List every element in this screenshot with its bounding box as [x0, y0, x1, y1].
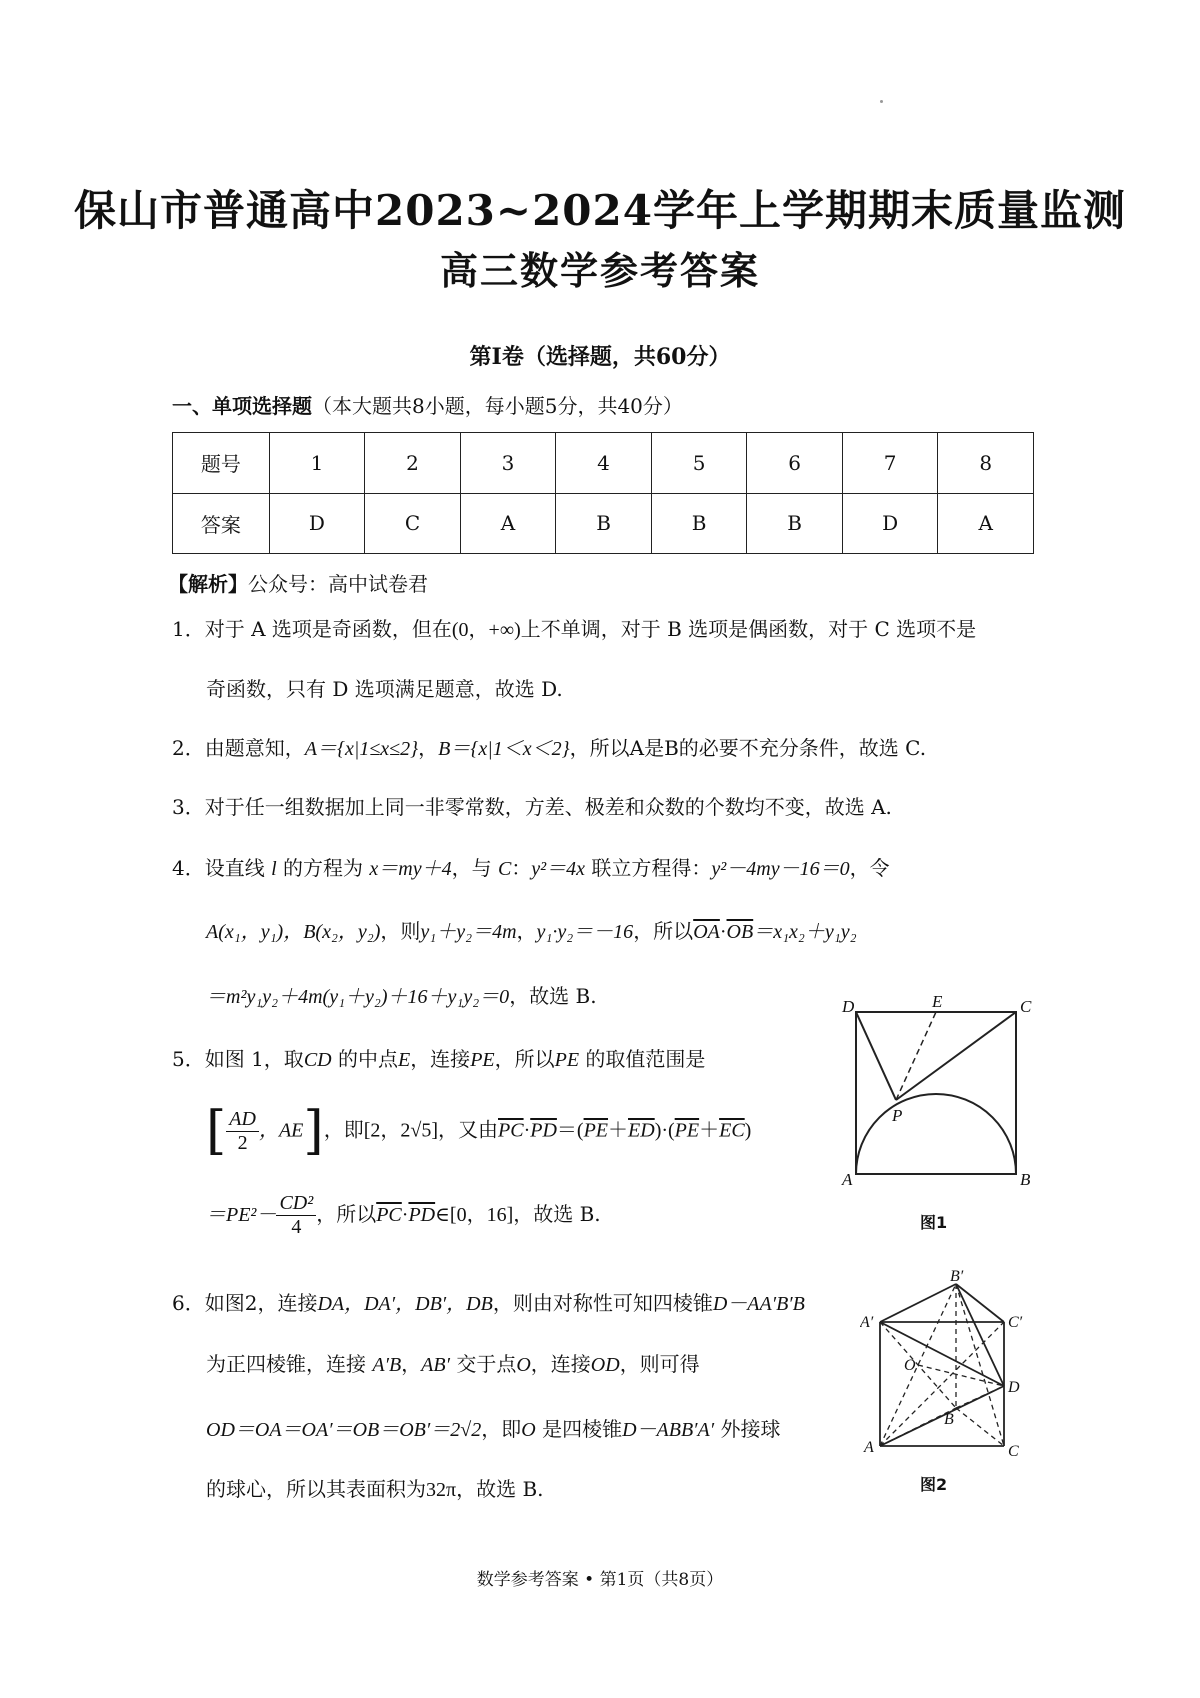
text: ，所以: [633, 919, 694, 943]
table-row: [173, 433, 1034, 494]
math: ＝(: [556, 1119, 584, 1142]
figure-2-label-b: B: [944, 1411, 954, 1428]
math: x＝my＋4: [369, 858, 452, 880]
table-cell: B: [556, 493, 652, 554]
figure-2-label-b1: B′: [950, 1270, 964, 1285]
text: 外接球: [720, 1417, 781, 1441]
table-cell: D: [842, 493, 938, 554]
figure-1-label-d: D: [842, 997, 855, 1016]
text: ，则由对称性可知四棱锥: [492, 1291, 713, 1315]
figure-1-label-b: B: [1020, 1170, 1031, 1189]
text: ，即: [481, 1417, 522, 1441]
table-cell: 3: [460, 433, 556, 494]
math: E: [397, 1049, 411, 1071]
vector-pe: $\overline{PE}$: [674, 1119, 700, 1142]
solution-1-line-1: [172, 613, 976, 642]
text: 6．如图2，连接: [172, 1291, 318, 1315]
text: ，令: [849, 856, 890, 880]
table-cell: 6: [747, 433, 843, 494]
edge-b1c1: [956, 1284, 1004, 1322]
solution-1-line-2: 奇函数，只有 D 选项满足题意，故选 D.: [206, 677, 563, 701]
vector-pd: $\overline{PD}$: [408, 1204, 436, 1226]
math: [2，2√5]: [363, 1119, 438, 1142]
text: 4．设直线: [172, 856, 265, 880]
math: y₁＋y₂＝4m: [420, 921, 517, 943]
text: ，故选 B.: [456, 1477, 544, 1501]
text: ，连接: [410, 1047, 471, 1071]
text: ，故选 B.: [513, 1202, 601, 1226]
math: y²＝4x: [531, 858, 586, 880]
text: ，: [401, 1352, 422, 1376]
figure-2-label-a1: A′: [860, 1314, 874, 1331]
math: A′B: [372, 1354, 402, 1376]
set-b: B＝{x|1＜x＜2}: [438, 738, 570, 760]
text: ，: [516, 919, 537, 943]
table-cell: B: [747, 493, 843, 554]
text: ，故选 B.: [509, 984, 597, 1008]
analysis-label: 【解析】: [168, 572, 248, 596]
table-cell: A: [938, 493, 1034, 554]
figure-1-label-a: A: [842, 1170, 853, 1189]
text: ，所以: [316, 1202, 377, 1226]
solution-6-line-4: [206, 1473, 544, 1502]
figure-1-semicircle: [856, 1094, 1016, 1174]
edge-b1d: [956, 1284, 1004, 1386]
figure-1-caption: 图1: [920, 1213, 948, 1232]
text: ，则: [380, 919, 421, 943]
math: OD＝OA＝OA′＝OB＝OB′＝2√2: [206, 1419, 482, 1441]
solution-5-line-3: ＝PE²－ $\frac{\text{CD²}}{4}$ ，所以$\overline{PC}\cdot\overline{PD}\in[0$，16]，故选 B.: [206, 1192, 601, 1238]
text: 的球心，所以其表面积为: [206, 1477, 426, 1501]
analysis-header: [168, 568, 428, 597]
text: ，连接: [530, 1352, 591, 1376]
solution-6-line-2: [206, 1348, 700, 1377]
solution-4-line-1: [172, 852, 890, 881]
math: l: [271, 858, 277, 880]
table-cell: A: [460, 493, 556, 554]
edge-a1b1: [880, 1284, 956, 1322]
solution-6-line-1: [172, 1287, 805, 1316]
math: y²－4my－16＝0: [711, 858, 850, 880]
math: ＝m²y₁y₂＋4m(y₁＋y₂)＋16＋y₁y₂＝0: [206, 986, 510, 1008]
math: PE: [554, 1049, 580, 1071]
vector-pc: $\overline{PC}$: [498, 1119, 524, 1142]
math: ＝PE²－: [206, 1204, 277, 1226]
table-row: [173, 493, 1034, 554]
table-cell: C: [365, 493, 461, 554]
section-note: （本大题共8小题，每小题5分，共40分）: [312, 394, 683, 418]
fraction-numerator: AD: [226, 1108, 259, 1132]
math: DA，DA′，DB′，DB: [317, 1293, 493, 1315]
edge-a1d: [880, 1322, 1004, 1386]
text: ：: [511, 856, 532, 880]
math: ＋: [699, 1119, 720, 1142]
table-cell: B: [651, 493, 747, 554]
math: D－ABB′A′: [622, 1419, 715, 1441]
table-cell: 4: [556, 433, 652, 494]
part-title: 第Ⅰ卷（选择题，共60分）: [469, 344, 731, 370]
row-label-answer: 答案: [173, 493, 270, 554]
edge-bc: [956, 1408, 1004, 1446]
text: ，所以: [494, 1047, 555, 1071]
table-cell: 8: [938, 433, 1034, 494]
table-cell: 7: [842, 433, 938, 494]
figure-1-label-e: E: [932, 995, 943, 1011]
math: y₁·y₂＝－16: [536, 921, 634, 943]
math: CD: [303, 1049, 332, 1071]
fraction-denominator: 2: [237, 1131, 248, 1154]
scan-dot: [880, 100, 883, 103]
figure-1-segment-pe: [896, 1012, 936, 1100]
math: O: [516, 1354, 531, 1376]
figure-1-label-p: P: [892, 1106, 903, 1125]
math: OD: [590, 1354, 620, 1376]
math: O: [521, 1419, 536, 1441]
text: 的取值范围是: [585, 1047, 706, 1071]
math: C: [497, 858, 512, 880]
text: ，所以A是B的必要不充分条件，故选 C.: [569, 736, 927, 760]
segment-od: [918, 1365, 1004, 1386]
solution-6-line-3: [206, 1413, 781, 1442]
figure-2: [860, 1270, 1030, 1460]
figure-2-label-d: D: [1008, 1379, 1020, 1396]
page-subtitle: 高三数学参考答案: [439, 248, 760, 293]
math: D－AA′B′B: [712, 1293, 805, 1315]
figure-1: [840, 995, 1040, 1195]
text: 上不单调，对于 B 选项是偶函数，对于 C 选项不是: [520, 617, 977, 641]
math: PE: [470, 1049, 495, 1071]
text: 联立方程得：: [591, 856, 712, 880]
set-a: A＝{x|1≤x≤2}: [304, 738, 419, 760]
vector-pe: $\overline{PE}$: [583, 1119, 609, 1142]
vector-pc: $\overline{PC}$: [376, 1204, 402, 1226]
solution-4-line-3: [206, 980, 597, 1009]
row-label-number: 题号: [173, 433, 270, 494]
vector-ec: $\overline{EC}$: [719, 1119, 745, 1142]
solution-5-line-2: [ $\frac{AD}{2}$ ，AE]，即[2，2√5]，又由$\overline{PC}\cdot\overline{PD}=(\overline{PE}+\overline{ED})\cdot(\overline{PE}+\overline{EC})$: [206, 1101, 752, 1161]
text: ，又由: [438, 1117, 498, 1142]
text: ，: [418, 736, 439, 760]
table-cell: 1: [269, 433, 365, 494]
interval: (0，+∞): [451, 619, 521, 641]
figure-2-label-c: C: [1008, 1443, 1019, 1460]
text: 5．如图 1，取: [172, 1047, 304, 1071]
text: ，则可得: [619, 1352, 700, 1376]
diag-ac1: [880, 1322, 1004, 1446]
solution-5-line-1: [172, 1043, 705, 1072]
vector-ob: $\overline{OB}$: [726, 921, 754, 943]
solution-3: 3．对于任一组数据加上同一非零常数，方差、极差和众数的个数均不变，故选 A.: [172, 795, 892, 819]
text: 为正四棱锥，连接: [206, 1352, 366, 1376]
math: ＋: [608, 1119, 629, 1142]
fraction-denominator: 4: [291, 1216, 302, 1238]
vector-ed: $\overline{ED}$: [628, 1119, 655, 1142]
text: ，即: [323, 1117, 364, 1142]
figure-2-label-a: A: [864, 1439, 874, 1456]
section-name: 一、单项选择题: [172, 394, 312, 418]
figure-1-segment-dp: [856, 1012, 896, 1100]
figure-2-caption: 图2: [920, 1475, 948, 1494]
math: ): [744, 1119, 752, 1142]
analysis-note: 公众号：高中试卷君: [248, 572, 428, 596]
vector-pd: $\overline{PD}$: [530, 1119, 557, 1142]
math: A(x₁，y₁)，B(x₂，y₂): [206, 921, 381, 943]
page-footer: 数学参考答案 • 第1页（共8页）: [476, 1570, 724, 1590]
text: 的方程为: [283, 856, 364, 880]
solution-4-line-2: A(x₁，y₁)，B(x₂，y₂)，则y₁＋y₂＝4m，y₁·y₂＝－16，所以$\overline{OA}\cdot\overline{OB}=x_1x_2+y_1y_2$: [206, 919, 857, 943]
math: ＝x₁x₂＋y₁y₂: [753, 921, 857, 943]
table-cell: 2: [365, 433, 461, 494]
math: ，AE: [258, 1119, 304, 1142]
page-title: 保山市普通高中2023~2024学年上学期期末质量监测: [74, 186, 1126, 235]
figure-2-label-c1: C′: [1008, 1314, 1023, 1331]
math: ∈[0，16]: [435, 1204, 514, 1226]
table-cell: D: [269, 493, 365, 554]
table-cell: 5: [651, 433, 747, 494]
math: AB′: [421, 1354, 450, 1376]
figure-2-label-o: O: [904, 1357, 916, 1374]
vector-oa: $\overline{OA}$: [693, 921, 720, 943]
solution-2: [172, 732, 926, 761]
math: )·(: [654, 1119, 675, 1142]
figure-1-segment-pc: [896, 1012, 1016, 1100]
text: 交于点: [456, 1352, 517, 1376]
text: ，与: [451, 856, 492, 880]
text: 2．由题意知，: [172, 736, 305, 760]
figure-1-label-c: C: [1020, 997, 1032, 1016]
fraction-numerator: CD²: [276, 1192, 316, 1216]
math: 32π: [426, 1479, 457, 1501]
text: 是四棱锥: [542, 1417, 623, 1441]
text: 的中点: [337, 1047, 398, 1071]
section-title: [172, 390, 683, 419]
text: 1．对于 A 选项是奇函数，但在: [172, 617, 452, 641]
answer-table: [172, 432, 1034, 554]
